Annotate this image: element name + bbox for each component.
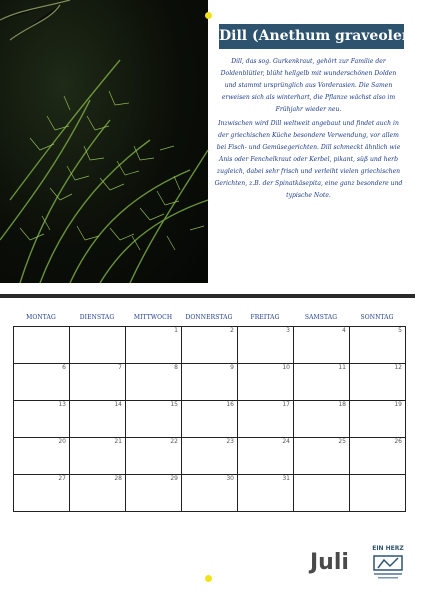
calendar-day-cell <box>293 437 350 475</box>
weekday-label: MONTAG <box>26 314 56 321</box>
calendar-day-number: 3 <box>286 327 290 334</box>
calendar-day-cell <box>181 363 238 401</box>
calendar-day-number: 14 <box>114 401 122 408</box>
calendar-day-cell <box>125 363 182 401</box>
calendar-day-number: 10 <box>282 364 290 371</box>
calendar-day-cell <box>125 474 182 512</box>
calendar-day-cell <box>69 363 126 401</box>
calendar-day-cell <box>181 326 238 364</box>
calendar-day-number: 15 <box>170 401 178 408</box>
calendar-day-number: 20 <box>58 438 66 445</box>
calendar-day-cell <box>349 474 406 512</box>
accent-dot-top <box>205 12 212 19</box>
calendar-day-number: 21 <box>114 438 122 445</box>
description-text <box>214 56 403 204</box>
calendar-day-cell <box>237 363 294 401</box>
accent-dot-bottom <box>205 575 212 582</box>
calendar-day-number: 22 <box>170 438 178 445</box>
calendar-day-cell <box>69 400 126 438</box>
calendar-day-cell <box>69 474 126 512</box>
calendar-day-number: 27 <box>58 475 66 482</box>
weekday-label: FREITAG <box>250 314 280 321</box>
calendar-day-cell <box>293 326 350 364</box>
calendar-day-number: 4 <box>342 327 346 334</box>
dill-illustration <box>0 0 208 283</box>
calendar-day-number: 5 <box>398 327 402 334</box>
calendar-day-cell <box>13 474 70 512</box>
calendar-day-cell <box>237 437 294 475</box>
calendar-day-cell <box>293 363 350 401</box>
calendar-day-cell <box>181 400 238 438</box>
calendar-day-cell <box>13 326 70 364</box>
dill-photo <box>0 0 208 283</box>
divider <box>0 294 415 298</box>
calendar-day-number: 9 <box>230 364 234 371</box>
logo <box>370 545 406 581</box>
calendar-day-cell <box>125 326 182 364</box>
calendar-day-cell <box>181 437 238 475</box>
calendar-day-number: 13 <box>58 401 66 408</box>
calendar-day-number: 19 <box>394 401 402 408</box>
calendar-day-number: 30 <box>226 475 234 482</box>
calendar-day-number: 8 <box>174 364 178 371</box>
description-paragraph-2: Inzwischen wird Dill weltweit angebaut und findet auch in der griechischen Küche besondere Verwendung, vor allem bei Fisch- und Gemüsegerichten. Dill schmeckt ähnlich wie Anis oder Fenchelkraut oder Kerbel, pikant, süß und herb zugleich, dabei sehr frisch und verleiht vielen griechischen Gerichten, z.B. der Spinatkäsepita, eine ganz besondere und typische Note. <box>214 120 403 199</box>
weekday-label: DIENSTAG <box>79 314 115 321</box>
calendar-day-number: 1 <box>174 327 178 334</box>
calendar-day-cell <box>237 474 294 512</box>
logo-mark-icon <box>370 554 406 580</box>
page-title: Dill (Anethum graveolens) <box>219 24 404 49</box>
calendar-day-number: 29 <box>170 475 178 482</box>
calendar-day-number: 26 <box>394 438 402 445</box>
calendar-day-number: 17 <box>282 401 290 408</box>
calendar-day-cell <box>13 363 70 401</box>
calendar-grid <box>13 326 405 511</box>
calendar-day-cell <box>181 474 238 512</box>
calendar-day-cell <box>69 437 126 475</box>
calendar-day-cell <box>13 437 70 475</box>
calendar-day-number: 2 <box>230 327 234 334</box>
calendar-day-cell <box>69 326 126 364</box>
weekday-header <box>13 314 405 326</box>
calendar-day-cell <box>237 326 294 364</box>
calendar-day-number: 12 <box>394 364 402 371</box>
calendar-day-number: 31 <box>282 475 290 482</box>
description-paragraph-1: Dill, das sog. Gurkenkraut, gehört zur Familie der Doldenblütler, blüht hellgelb mit wunderschönen Dolden und stammt ursprünglich aus Vorderasien. Die Samen erweisen sich als winterhart, die Pflanze wächst also im Frühjahr wieder neu. <box>220 58 397 113</box>
weekday-label: MITTWOCH <box>133 314 173 321</box>
calendar-day-number: 28 <box>114 475 122 482</box>
calendar-day-number: 25 <box>338 438 346 445</box>
logo-text: EIN HERZ <box>372 545 404 552</box>
calendar-day-cell <box>237 400 294 438</box>
weekday-label: SAMSTAG <box>304 314 338 321</box>
month-label: Juli <box>310 550 349 575</box>
calendar-day-cell <box>13 400 70 438</box>
calendar-day-cell <box>349 437 406 475</box>
calendar-day-number: 23 <box>226 438 234 445</box>
calendar-day-cell <box>349 363 406 401</box>
calendar-day-cell <box>349 326 406 364</box>
calendar-day-cell <box>293 474 350 512</box>
calendar-day-cell <box>349 400 406 438</box>
calendar-day-number: 6 <box>62 364 66 371</box>
calendar-day-number: 7 <box>118 364 122 371</box>
calendar-day-cell <box>293 400 350 438</box>
calendar-day-cell <box>125 437 182 475</box>
weekday-label: DONNERSTAG <box>185 314 233 321</box>
calendar-day-cell <box>125 400 182 438</box>
calendar-day-number: 16 <box>226 401 234 408</box>
calendar-day-number: 24 <box>282 438 290 445</box>
calendar-day-number: 18 <box>338 401 346 408</box>
weekday-label: SONNTAG <box>360 314 394 321</box>
calendar-day-number: 11 <box>338 364 346 371</box>
